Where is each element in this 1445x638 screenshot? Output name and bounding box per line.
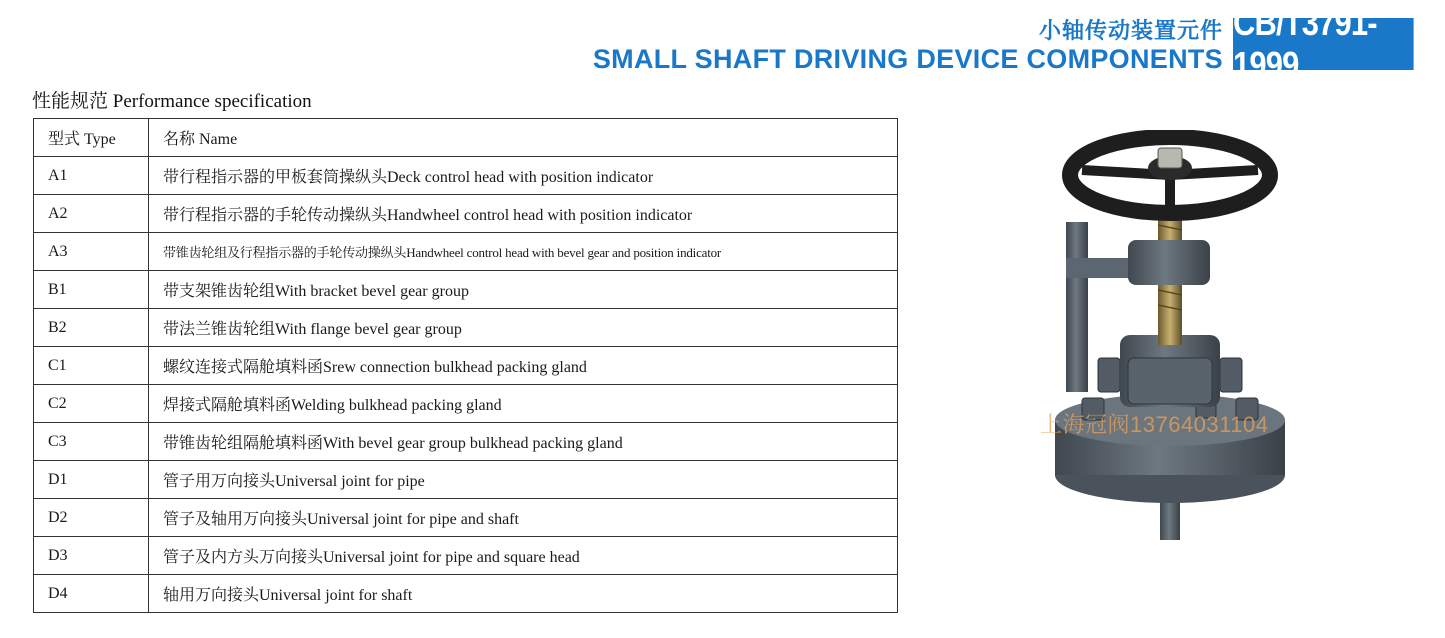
table-row [34, 309, 898, 347]
name-cell: 管子及内方头万向接头Universal joint for pipe and square head [149, 537, 898, 575]
type-cell: D3 [34, 537, 149, 575]
traveling-nut [1128, 240, 1210, 285]
type-cell: A3 [34, 233, 149, 271]
header-title-cn: 小轴传动装置元件 [1038, 19, 1223, 44]
type-cell: C2 [34, 385, 149, 423]
name-cell: 带行程指示器的甲板套筒操纵头Deck control head with position indicator [149, 157, 898, 195]
type-cell: B2 [34, 309, 149, 347]
table-row [34, 347, 898, 385]
header-title-en: SMALL SHAFT DRIVING DEVICE COMPONENTS [592, 44, 1223, 74]
name-cell: 带支架锥齿轮组With bracket bevel gear group [149, 271, 898, 309]
indicator-rod [1066, 222, 1088, 392]
table-row [34, 233, 898, 271]
name-cell: 带锥齿轮组及行程指示器的手轮传动操纵头Handwheel control head with bevel gear and position indicator [149, 233, 898, 271]
table-row [34, 385, 898, 423]
name-cell: 管子及轴用万向接头Universal joint for pipe and shaft [149, 499, 898, 537]
name-cell: 轴用万向接头Universal joint for shaft [149, 575, 898, 613]
top-nut [1158, 148, 1182, 168]
table-row [34, 537, 898, 575]
name-cell: 螺纹连接式隔舱填料函Srew connection bulkhead packing gland [149, 347, 898, 385]
name-cell: 带法兰锥齿轮组With flange bevel gear group [149, 309, 898, 347]
name-cell: 管子用万向接头Universal joint for pipe [149, 461, 898, 499]
section-title: 性能规范 Performance specification [32, 91, 312, 112]
table-row [34, 195, 898, 233]
column-header-type: 型式 Type [34, 119, 149, 157]
type-cell: A2 [34, 195, 149, 233]
name-cell: 带锥齿轮组隔舱填料函With bevel gear group bulkhead packing gland [149, 423, 898, 461]
type-cell: D1 [34, 461, 149, 499]
column-header-name: 名称 Name [149, 119, 898, 157]
type-cell: C1 [34, 347, 149, 385]
name-cell: 带行程指示器的手轮传动操纵头Handwheel control head with position indicator [149, 195, 898, 233]
type-cell: B1 [34, 271, 149, 309]
name-cell: 焊接式隔舱填料函Welding bulkhead packing gland [149, 385, 898, 423]
table-row [34, 271, 898, 309]
type-cell: D2 [34, 499, 149, 537]
table-row [34, 499, 898, 537]
photo-watermark: 上海冠阀13764031104 [1040, 412, 1269, 437]
table-row [34, 423, 898, 461]
table-row [34, 461, 898, 499]
type-cell: A1 [34, 157, 149, 195]
standard-badge: CB/T3791-1999 [1233, 18, 1414, 70]
device-photo [1020, 130, 1320, 550]
spec-table [33, 118, 898, 613]
type-cell: D4 [34, 575, 149, 613]
table-row [34, 157, 898, 195]
gland-nut [1128, 358, 1212, 404]
type-cell: C3 [34, 423, 149, 461]
table-header-row [34, 119, 898, 157]
table-row [34, 575, 898, 613]
